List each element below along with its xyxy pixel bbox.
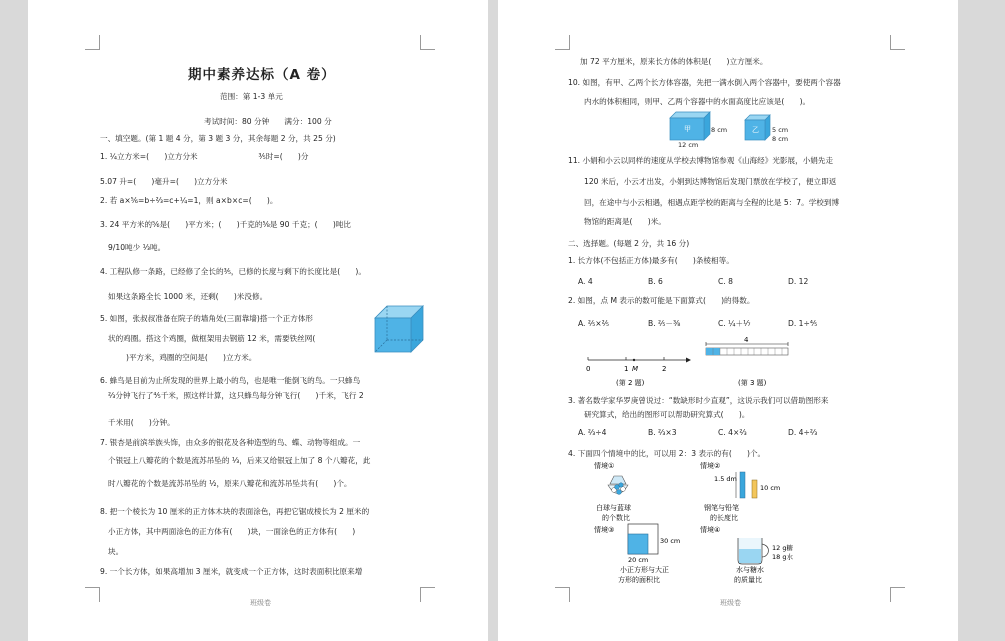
question-9: 9. 一个长方体，如果高增加 3 厘米，就变成一个正方体，这时表面积比原来增 (100, 567, 363, 576)
scenario-2-label: 情境② (700, 462, 721, 470)
page-corner-mark (890, 35, 905, 50)
question-1b: 5.07 升=( )毫升=( )立方分米 (100, 177, 228, 186)
scenario-1-caption-1: 白球与蓝球 (596, 504, 631, 512)
scenarios-figure (588, 458, 798, 586)
scenario-3-dim-1: 30 cm (660, 537, 681, 545)
tick-2: 2 (662, 365, 667, 373)
exam-info: 考试时间：80 分钟 满分：100 分 (204, 117, 332, 126)
question-c4: 4. 下面四个情境中的比，可以用 2：3 表示的有( )个。 (568, 449, 766, 458)
option-c1-d: D. 12 (788, 277, 809, 286)
scenario-2-caption-1: 钢笔与铅笔 (704, 504, 739, 512)
question-4: 4. 工程队修一条路，已经修了全长的⅗，已修的长度与剩下的长度比是( )。 (100, 267, 366, 276)
caption-q3: (第 3 题) (738, 379, 767, 387)
scenario-4-dim-1: 12 g糖 (772, 544, 793, 552)
question-11: 11. 小娟和小云以同样的速度从学校去博物馆参观《山海经》光影展，小娟先走 (568, 156, 834, 165)
document-page-2 (498, 0, 958, 641)
scenario-4-caption-2: 的质量比 (734, 576, 762, 584)
question-c3b: 研究算式，给出的图形可以帮助研究算式( )。 (584, 410, 750, 419)
question-6b: ⅔分钟飞行了⅘千米，照这样计算，这只蜂鸟每分钟飞行( )千米，飞行 2 (108, 391, 364, 400)
bar-length-label: 4 (744, 336, 749, 344)
question-1: 1. ¼立方米=( )立方分米 ⅗时=( )分 (100, 152, 309, 161)
question-3b: 9/10吨少 ⅓吨。 (108, 243, 166, 252)
scenario-3-dim-2: 20 cm (628, 556, 649, 564)
page-corner-mark (420, 35, 435, 50)
question-5c: )平方米，鸡圈的空间是( )立方米。 (126, 353, 257, 362)
question-6c: 千米用( )分钟。 (108, 418, 175, 427)
option-c1-a: A. 4 (578, 277, 593, 286)
question-11c: 回，在途中与小云相遇，相遇点距学校的距离与全程的比是 5：7。学校到博 (584, 198, 840, 207)
container-jia-height: 8 cm (711, 126, 728, 134)
containers-figure (668, 108, 808, 148)
scenario-1-label: 情境① (594, 462, 615, 470)
scenario-1-caption-2: 的个数比 (602, 514, 630, 522)
scenario-3-label: 情境③ (594, 526, 615, 534)
option-c1-c: C. 8 (718, 277, 733, 286)
page-corner-mark (555, 587, 570, 602)
number-line-figure (568, 338, 888, 390)
question-9b: 加 72 平方厘米，原来长方体的体积是( )立方厘米。 (580, 57, 768, 66)
question-8: 8. 把一个棱长为 10 厘米的正方体木块的表面涂色，再把它锯成棱长为 2 厘米的 (100, 507, 370, 516)
option-c2-c: C. ¼＋⅐ (718, 319, 751, 328)
question-c1: 1. 长方体(不包括正方体)最多有( )条棱相等。 (568, 256, 734, 265)
question-11b: 120 米后，小云才出发，小娟到达博物馆后发现门票放在学校了，便立即返 (584, 177, 837, 186)
page-corner-mark (555, 35, 570, 50)
option-c2-a: A. ⅖×⅖ (578, 319, 609, 328)
question-c3: 3. 著名数学家华罗庚曾说过：“数缺形时少直观”，这说示我们可以借助图形来 (568, 396, 829, 405)
scenario-2-dim-1: 1.5 dm (714, 475, 737, 483)
scenario-4-caption-1: 水与糖水 (736, 566, 764, 574)
container-yi-label: 乙 (752, 126, 759, 134)
scenario-2-dim-2: 10 cm (760, 484, 781, 492)
scenario-4-label: 情境④ (700, 526, 721, 534)
page-title: 期中素养达标（A 卷） (188, 67, 336, 83)
question-4b: 如果这条路全长 1000 米，还剩( )米没修。 (108, 292, 268, 301)
option-c2-d: D. 1÷⅘ (788, 319, 818, 328)
caption-q2: (第 2 题) (616, 379, 645, 387)
page-footer: 班级卷 (250, 599, 271, 607)
question-7: 7. 银杏是前滨举族头饰，由众多的银花及各种造型的鸟、蝶、动物等组成。一 (100, 438, 361, 447)
tick-0: 0 (586, 365, 591, 373)
page-corner-mark (420, 587, 435, 602)
container-jia-label: 甲 (684, 125, 691, 133)
section-heading-choice: 二、选择题。(每题 2 分，共 16 分) (568, 239, 690, 248)
question-6: 6. 蜂鸟是目前为止所发现的世界上最小的鸟，也是唯一能倒飞的鸟。一只蜂鸟 (100, 376, 361, 385)
page-corner-mark (85, 587, 100, 602)
question-7b: 个银冠上八瓣花的个数是流苏吊坠的 ⅓，后来又给银冠上加了 8 个八瓣花，此 (108, 456, 371, 465)
scenario-3-caption-1: 小正方形与大正 (620, 566, 669, 574)
cube-figure (373, 304, 425, 352)
container-yi-height: 5 cm (772, 126, 789, 134)
point-m-label: M (632, 365, 639, 373)
document-page-1 (28, 0, 488, 641)
option-c3-b: B. ⅔×3 (648, 428, 677, 437)
question-8b: 小正方体，其中两面涂色的正方体有( )块，一面涂色的正方体有( ) (108, 527, 356, 536)
tick-1: 1 (624, 365, 629, 373)
scenario-4-dim-2: 18 g水 (772, 553, 793, 561)
question-2: 2. 若 a×⅚=b÷⅔=c+¼=1，则 a×b×c=( )。 (100, 196, 278, 205)
section-heading-fill: 一、填空题。(第 1 题 4 分，第 3 题 3 分，其余每题 2 分，共 25 分) (100, 134, 336, 143)
scope-text: 范围：第 1-3 单元 (220, 92, 283, 101)
option-c3-c: C. 4×⅔ (718, 428, 747, 437)
page-corner-mark (85, 35, 100, 50)
page-corner-mark (890, 587, 905, 602)
question-c2: 2. 如图，点 M 表示的数可能是下面算式( )的得数。 (568, 296, 755, 305)
question-7c: 时八瓣花的个数是流苏吊坠的 ½，原来八瓣花和流苏吊坠共有( )个。 (108, 479, 352, 488)
question-11d: 物馆的距离是( )米。 (584, 217, 666, 226)
scenario-2-caption-2: 的长度比 (710, 514, 738, 522)
container-jia-width: 12 cm (678, 141, 699, 149)
question-8c: 块。 (108, 547, 124, 556)
question-3: 3. 24 平方米的⅚是( )平方米；( )千克的⅝是 90 千克；( )吨比 (100, 220, 351, 229)
question-5: 5. 如图，张叔叔准备在院子的墙角处(三面靠墙)搭一个正方体形 (100, 314, 314, 323)
option-c1-b: B. 6 (648, 277, 663, 286)
question-10: 10. 如图，有甲、乙两个长方体容器，先把一满水倒入两个容器中，要使两个容器 (568, 78, 841, 87)
option-c3-d: D. 4÷⅔ (788, 428, 818, 437)
question-5b: 状的鸡圈。搭这个鸡圈，做框架用去钢筋 12 米，需要铁丝网( (108, 334, 316, 343)
container-yi-width: 8 cm (772, 135, 789, 143)
scenario-3-caption-2: 方形的面积比 (618, 576, 660, 584)
option-c2-b: B. ⅖－⅜ (648, 319, 681, 328)
option-c3-a: A. ⅔÷4 (578, 428, 607, 437)
page-footer: 班级卷 (720, 599, 741, 607)
question-10b: 内水的体积相同，则甲、乙两个容器中的水面高度比应该是( )。 (584, 97, 811, 106)
